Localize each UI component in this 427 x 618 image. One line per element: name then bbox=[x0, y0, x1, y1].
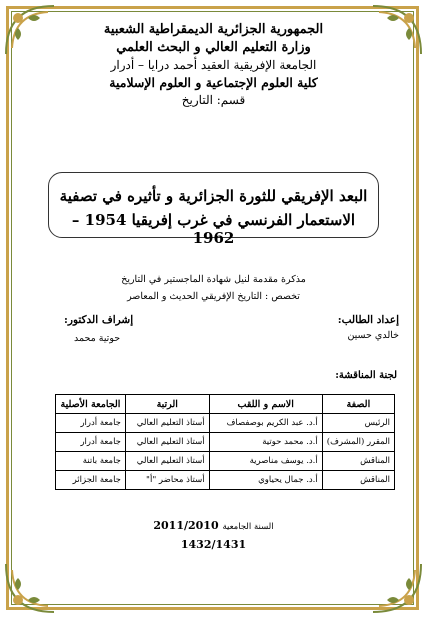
academic-year bbox=[60, 519, 367, 532]
academic-year-label: السنة الجامعية bbox=[222, 522, 274, 532]
corner-ornament-icon bbox=[371, 562, 423, 614]
university-name: الجامعة الإفريقية العقيد أحمد درايا – أدرار bbox=[110, 58, 317, 72]
academic-year-gregorian: 2011/2010 bbox=[153, 519, 219, 532]
table-cell: جامعة أدرار bbox=[56, 433, 126, 452]
corner-ornament-icon bbox=[4, 562, 56, 614]
table-row bbox=[56, 471, 395, 490]
table-cell: أ.د. جمال يحياوي bbox=[209, 471, 322, 490]
prepared-by-label: إعداد الطالب: bbox=[337, 314, 399, 326]
memo-specialty: تخصص : التاريخ الإفريقي الحديث و المعاصر bbox=[127, 291, 300, 302]
table-cell: الرئيس bbox=[322, 414, 394, 433]
corner-ornament-icon bbox=[371, 4, 423, 56]
table-cell: أ.د. يوسف مناصرية bbox=[209, 452, 322, 471]
thesis-title-box bbox=[48, 172, 379, 247]
table-cell: أستاذ التعليم العالي bbox=[125, 414, 209, 433]
table-cell: جامعة الجزائر bbox=[56, 471, 126, 490]
committee-label: لجنة المناقشة: bbox=[335, 370, 397, 381]
table-row bbox=[56, 414, 395, 433]
republic-name: الجمهورية الجزائرية الديمقراطية الشعبية bbox=[103, 22, 324, 37]
column-header: الاسم و اللقب bbox=[209, 395, 322, 414]
department-name: قسم: التاريخ bbox=[181, 93, 246, 107]
corner-ornament-icon bbox=[4, 4, 56, 56]
table-row bbox=[56, 452, 395, 471]
column-header: الصفة bbox=[322, 395, 394, 414]
column-header: الجامعة الأصلية bbox=[56, 395, 126, 414]
table-cell: أ.د. محمد حوتية bbox=[209, 433, 322, 452]
table-cell: المناقش bbox=[322, 471, 394, 490]
supervisor-name: حوتية محمد bbox=[74, 333, 121, 344]
thesis-title-line-2: الاستعمار الفرنسي في غرب إفريقيا 1954 – 1962 bbox=[71, 211, 356, 247]
committee-table bbox=[55, 394, 395, 490]
faculty-name: كلية العلوم الإجتماعية و العلوم الإسلامية bbox=[109, 75, 318, 90]
supervisor-label: إشراف الدكتور: bbox=[64, 314, 134, 326]
table-header-row bbox=[56, 395, 395, 414]
student-name: خالدي حسين bbox=[347, 330, 399, 341]
table-cell: أستاذ محاضر "أ" bbox=[125, 471, 209, 490]
thesis-title-line-1: البعد الإفريقي للثورة الجزائرية و تأثيره في تصفية bbox=[59, 187, 368, 205]
table-cell: أستاذ التعليم العالي bbox=[125, 433, 209, 452]
column-header: الرتبة bbox=[125, 395, 209, 414]
table-row bbox=[56, 433, 395, 452]
table-cell: جامعة باتنة bbox=[56, 452, 126, 471]
table-cell: جامعة أدرار bbox=[56, 414, 126, 433]
table-cell: المناقش bbox=[322, 452, 394, 471]
table-cell: أ.د. عبد الكريم بوصفصاف bbox=[209, 414, 322, 433]
memo-degree: مذكرة مقدمة لنيل شهادة الماجستير في التاريخ bbox=[121, 274, 306, 285]
table-cell: المقرر (المشرف) bbox=[322, 433, 394, 452]
academic-year-hijri: 1432/1431 bbox=[180, 538, 247, 551]
ministry-name: وزارة التعليم العالي و البحث العلمي bbox=[116, 40, 311, 55]
table-cell: أستاذ التعليم العالي bbox=[125, 452, 209, 471]
